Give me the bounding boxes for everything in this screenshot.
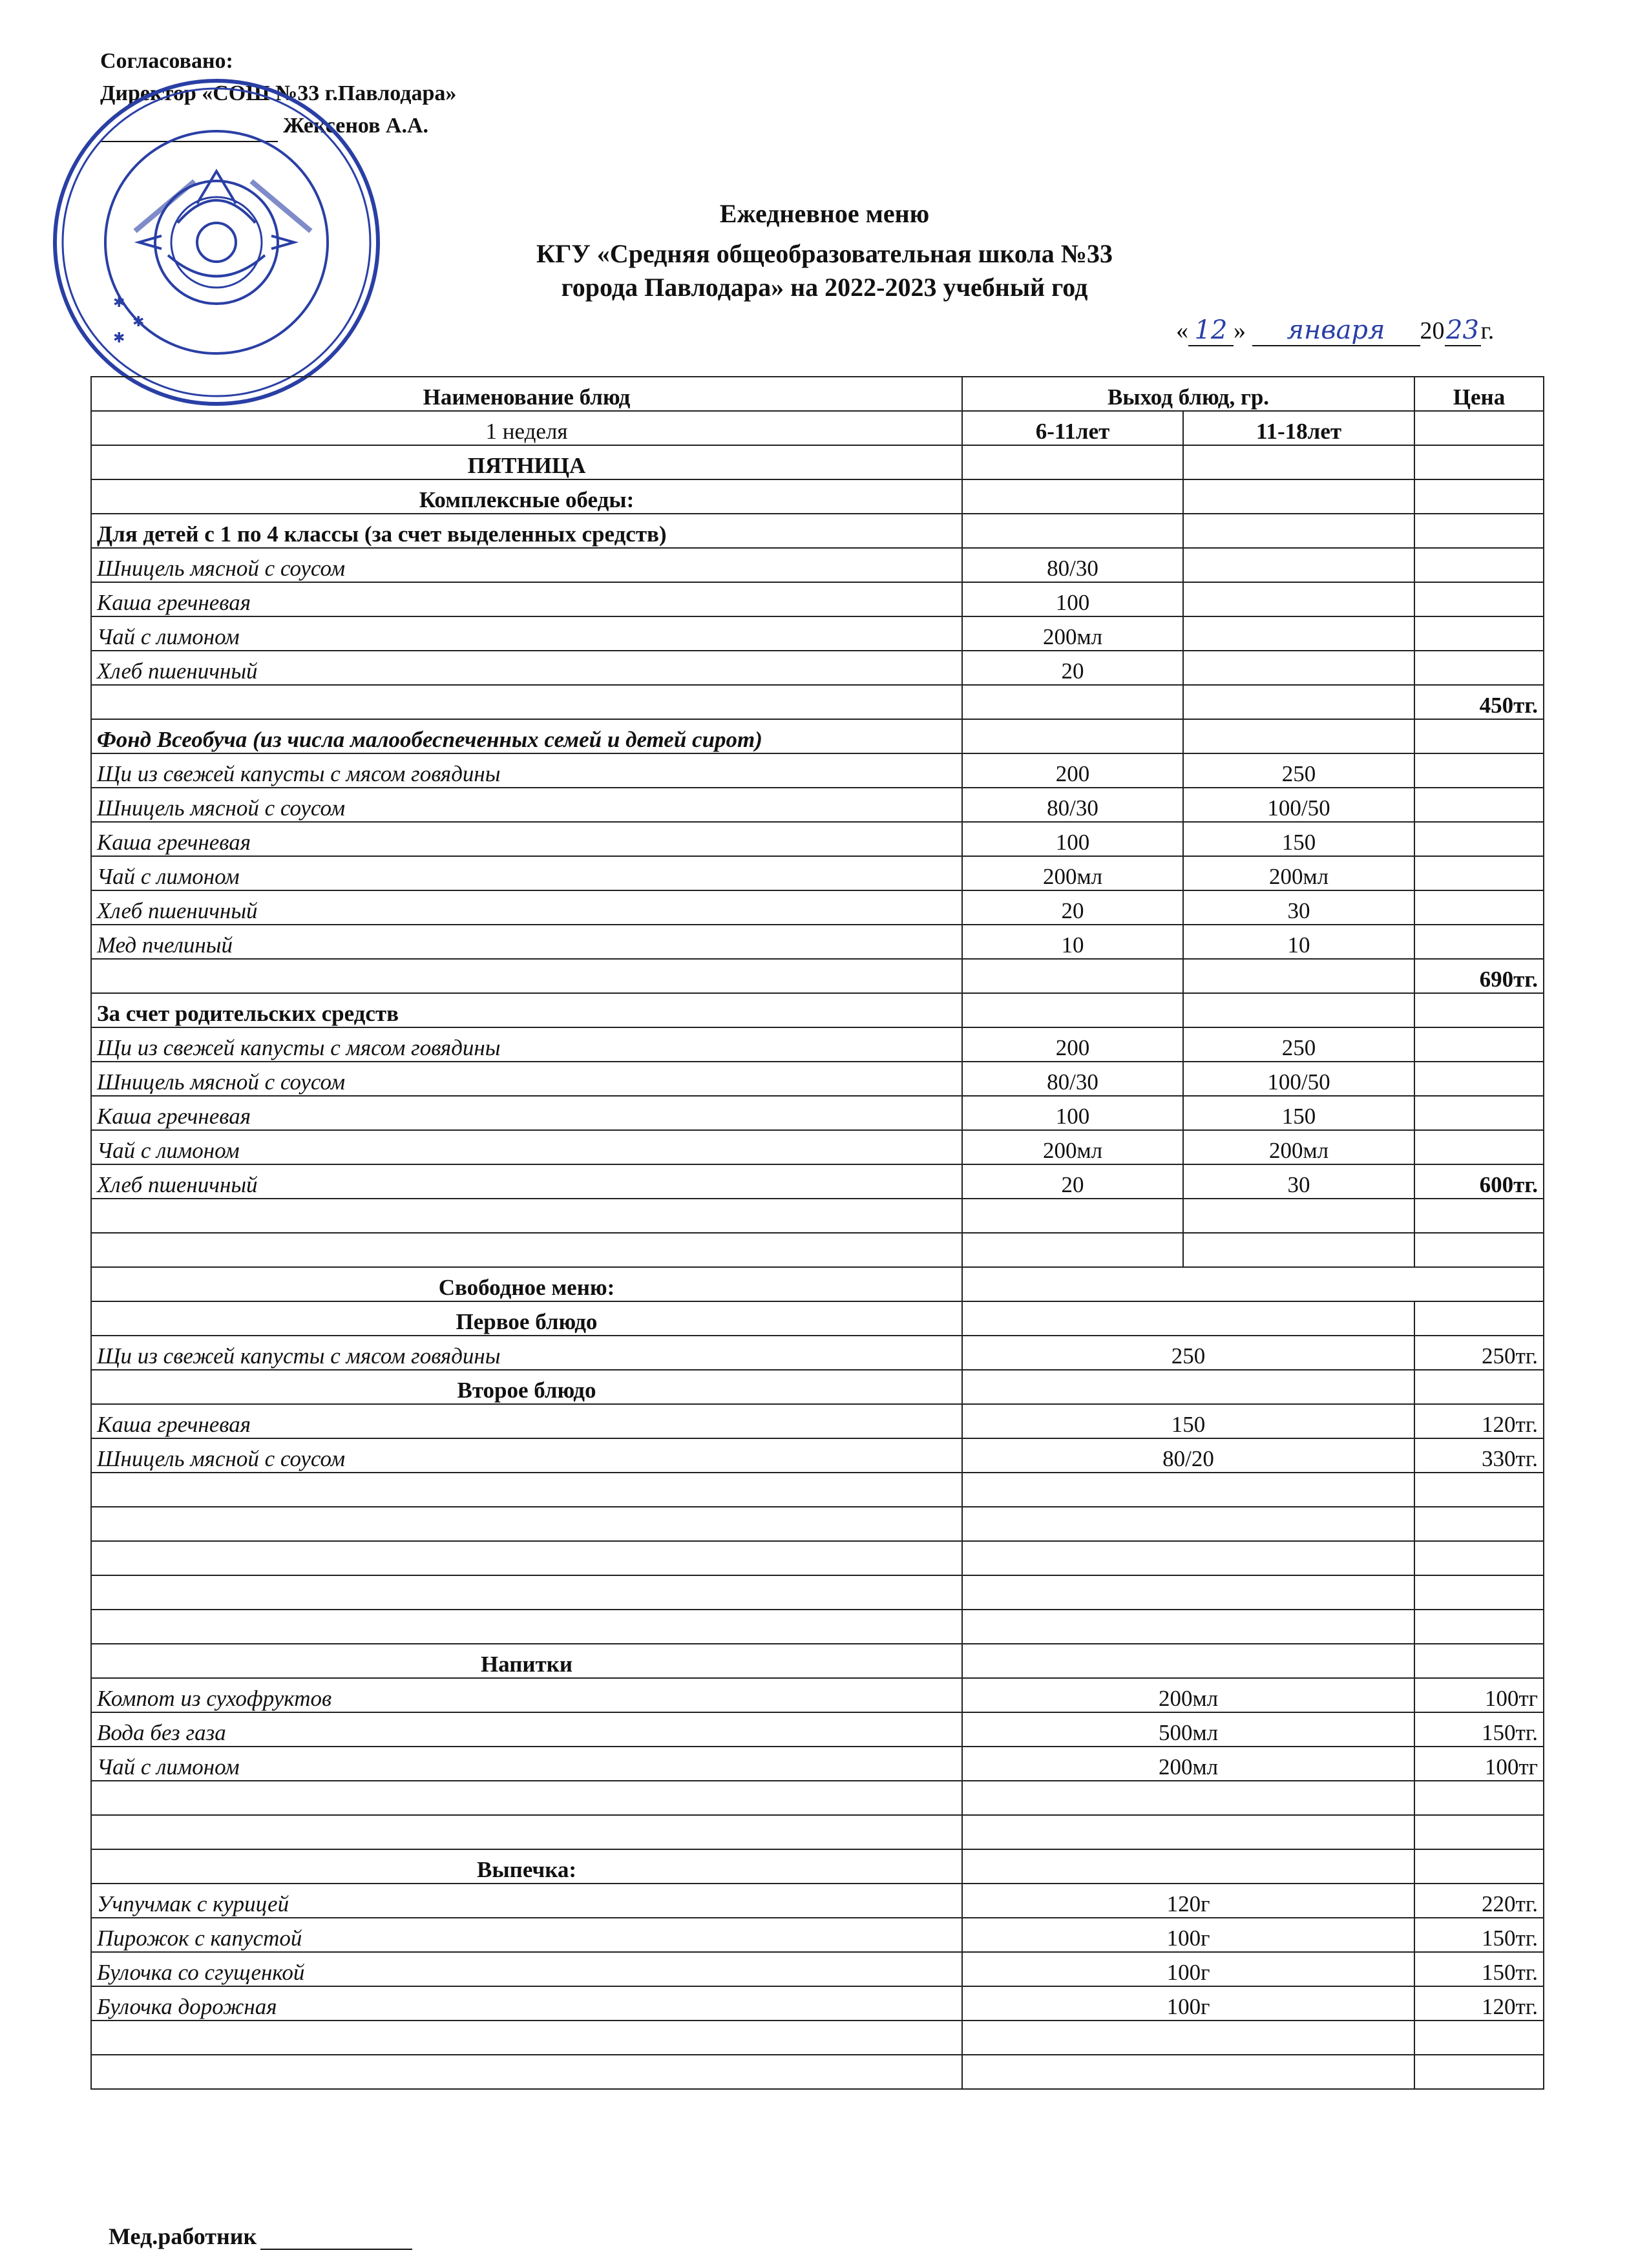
- dish-price: 330тг.: [1414, 1438, 1544, 1473]
- dish-price: 120тг.: [1414, 1404, 1544, 1438]
- header-age-1: 6-11лет: [962, 411, 1183, 445]
- dish-yield-b: 10: [1183, 925, 1414, 959]
- empty-row: [91, 1575, 1544, 1610]
- table-row: [91, 1027, 1544, 1062]
- table-row: [91, 1747, 1544, 1781]
- section-row: [91, 1267, 1544, 1301]
- dish-yield: 80/20: [962, 1438, 1414, 1473]
- approval-signature-line: [100, 110, 456, 142]
- group1-title: Для детей с 1 по 4 классы (за счет выделенных средств): [91, 514, 962, 548]
- dish-name: Каша гречневая: [91, 582, 962, 616]
- table-row: [91, 582, 1544, 616]
- director-name: Жексенов А.А.: [283, 114, 429, 138]
- dish-price: 250тг.: [1414, 1336, 1544, 1370]
- dish-name: Вода без газа: [91, 1712, 962, 1747]
- dish-price: 100тг: [1414, 1678, 1544, 1712]
- table-row: [91, 822, 1544, 856]
- dish-name: Хлеб пшеничный: [91, 1164, 962, 1199]
- group1-price: 450тг.: [1414, 685, 1544, 719]
- svg-text:✱: ✱: [132, 314, 145, 330]
- empty-row: [91, 1610, 1544, 1644]
- date-quote-open: «: [1176, 317, 1188, 344]
- dish-price: 150тг.: [1414, 1952, 1544, 1986]
- dish-name: Компот из сухофруктов: [91, 1678, 962, 1712]
- subsection-row: [91, 1849, 1544, 1884]
- dish-name: Шницель мясной с соусом: [91, 1438, 962, 1473]
- dish-yield: 500мл: [962, 1712, 1414, 1747]
- dish-yield-a: 200: [962, 753, 1183, 788]
- first-course-title: Первое блюдо: [91, 1301, 962, 1336]
- dish-name: Чай с лимоном: [91, 1130, 962, 1164]
- complex-title: Комплексные обеды:: [91, 479, 962, 514]
- table-row: [91, 1164, 1544, 1199]
- table-row: [91, 1096, 1544, 1130]
- dish-yield: 100г: [962, 1986, 1414, 2021]
- dish-yield-b: 100/50: [1183, 788, 1414, 822]
- dish-name: Каша гречневая: [91, 1096, 962, 1130]
- medic-label: Мед.работник: [109, 2223, 257, 2249]
- dish-yield: 150: [962, 1404, 1414, 1438]
- dish-name: Чай с лимоном: [91, 616, 962, 651]
- medic-signature-line: [260, 2227, 412, 2250]
- dish-name: Булочка со сгущенкой: [91, 1952, 962, 1986]
- dish-yield-a: 80/30: [962, 788, 1183, 822]
- dish-yield-a: 200мл: [962, 1130, 1183, 1164]
- dish-price: 120тг.: [1414, 1986, 1544, 2021]
- empty-row: [91, 1815, 1544, 1849]
- title-line-3: города Павлодара» на 2022-2023 учебный год: [561, 273, 1088, 302]
- svg-text:✱: ✱: [113, 295, 125, 311]
- table-row: [91, 1884, 1544, 1918]
- dish-name: Щи из свежей капусты с мясом говядины: [91, 1336, 962, 1370]
- free-menu-title: Свободное меню:: [91, 1267, 962, 1301]
- svg-text:✱: ✱: [113, 330, 125, 346]
- table-row: [91, 1986, 1544, 2021]
- dish-yield-b: 200мл: [1183, 856, 1414, 890]
- dish-name: Щи из свежей капусты с мясом говядины: [91, 1027, 962, 1062]
- dish-yield-a: 200: [962, 1027, 1183, 1062]
- table-header-row: [91, 377, 1544, 411]
- dish-name: Каша гречневая: [91, 822, 962, 856]
- approval-label: Согласовано:: [100, 49, 233, 73]
- table-row: [91, 1952, 1544, 1986]
- header-age-2: 11-18лет: [1183, 411, 1414, 445]
- dish-yield-a: 100: [962, 1096, 1183, 1130]
- dish-yield-a: 80/30: [962, 1062, 1183, 1096]
- bakery-title: Выпечка:: [91, 1849, 962, 1884]
- group2-title: Фонд Всеобуча (из числа малообеспеченных семей и детей сирот): [91, 719, 962, 753]
- dish-name: Хлеб пшеничный: [91, 651, 962, 685]
- date-year-suffix: 23: [1445, 315, 1481, 346]
- dish-name: Хлеб пшеничный: [91, 890, 962, 925]
- table-row: [91, 1712, 1544, 1747]
- dish-yield-b: 150: [1183, 822, 1414, 856]
- dish-yield-b: 100/50: [1183, 1062, 1414, 1096]
- table-subheader-row: [91, 411, 1544, 445]
- table-row: [91, 1918, 1544, 1952]
- dish-price: 220тг.: [1414, 1884, 1544, 1918]
- dish-yield-a: 100: [962, 582, 1183, 616]
- dish-name: Щи из свежей капусты с мясом говядины: [91, 753, 962, 788]
- dish-yield-b: 200мл: [1183, 1130, 1414, 1164]
- group3-title: За счет родительских средств: [91, 993, 962, 1027]
- table-row: [91, 651, 1544, 685]
- group-title-row: [91, 514, 1544, 548]
- dish-yield: 200мл: [962, 1747, 1414, 1781]
- table-row: [91, 1404, 1544, 1438]
- dish-yield-b: 250: [1183, 1027, 1414, 1062]
- dish-yield: 120г: [962, 1884, 1414, 1918]
- dish-name: Чай с лимоном: [91, 1747, 962, 1781]
- price-row: [91, 959, 1544, 993]
- date-year-prefix: 20: [1420, 317, 1445, 344]
- dish-yield-a: 10: [962, 925, 1183, 959]
- day-row: [91, 445, 1544, 479]
- drinks-title: Напитки: [91, 1644, 962, 1678]
- dish-name: Учпучмак с курицей: [91, 1884, 962, 1918]
- empty-row: [91, 1473, 1544, 1507]
- header-yield: Выход блюд, гр.: [962, 377, 1414, 411]
- table-row: [91, 753, 1544, 788]
- dish-name: Шницель мясной с соусом: [91, 1062, 962, 1096]
- table-row: [91, 1062, 1544, 1096]
- empty-row: [91, 1507, 1544, 1541]
- dish-name: Чай с лимоном: [91, 856, 962, 890]
- header-week: 1 неделя: [91, 411, 962, 445]
- dish-name: Шницель мясной с соусом: [91, 788, 962, 822]
- menu-table: [90, 376, 1544, 2090]
- dish-name: Булочка дорожная: [91, 1986, 962, 2021]
- dish-name: Мед пчелиный: [91, 925, 962, 959]
- price-row: [91, 685, 1544, 719]
- dish-yield: 200мл: [962, 1678, 1414, 1712]
- approval-director: Директор «СОШ №33 г.Павлодара»: [100, 81, 457, 105]
- second-course-title: Второе блюдо: [91, 1370, 962, 1404]
- dish-yield-a: 20: [962, 651, 1183, 685]
- title-line-2: КГУ «Средняя общеобразовательная школа №33: [536, 239, 1113, 268]
- table-row: [91, 925, 1544, 959]
- table-row: [91, 890, 1544, 925]
- empty-row: [91, 1233, 1544, 1267]
- dish-price: 100тг: [1414, 1747, 1544, 1781]
- dish-yield-a: 20: [962, 890, 1183, 925]
- dish-name: Шницель мясной с соусом: [91, 548, 962, 582]
- table-row: [91, 616, 1544, 651]
- dish-price: 150тг.: [1414, 1712, 1544, 1747]
- approval-block: [100, 45, 456, 142]
- empty-row: [91, 2055, 1544, 2089]
- date-suffix: г.: [1480, 317, 1495, 344]
- dish-yield: 100г: [962, 1918, 1414, 1952]
- footer-medic-signature: [109, 2223, 412, 2250]
- dish-yield-b: 30: [1183, 1164, 1414, 1199]
- subsection-row: [91, 1644, 1544, 1678]
- table-row: [91, 1678, 1544, 1712]
- date-quote-close: »: [1234, 317, 1246, 344]
- dish-price: 150тг.: [1414, 1918, 1544, 1952]
- dish-yield-a: 100: [962, 822, 1183, 856]
- date-day: 12: [1188, 315, 1234, 346]
- dish-yield-a: 200мл: [962, 616, 1183, 651]
- day-name: ПЯТНИЦА: [91, 445, 962, 479]
- date-month: января: [1252, 315, 1420, 346]
- dish-yield-b: 150: [1183, 1096, 1414, 1130]
- empty-row: [91, 1541, 1544, 1575]
- dish-yield-b: 30: [1183, 890, 1414, 925]
- empty-row: [91, 2021, 1544, 2055]
- table-row: [91, 856, 1544, 890]
- group-title-row: [91, 993, 1544, 1027]
- table-row: [91, 1336, 1544, 1370]
- dish-yield-a: 200мл: [962, 856, 1183, 890]
- empty-row: [91, 1781, 1544, 1815]
- group3-price: 600тг.: [1414, 1164, 1544, 1199]
- dish-yield: 100г: [962, 1952, 1414, 1986]
- dish-name: Каша гречневая: [91, 1404, 962, 1438]
- document-title: [0, 197, 1649, 302]
- table-row: [91, 1130, 1544, 1164]
- table-row: [91, 1438, 1544, 1473]
- header-name: Наименование блюд: [91, 377, 962, 411]
- dish-yield-a: 20: [962, 1164, 1183, 1199]
- subsection-row: [91, 1301, 1544, 1336]
- section-row: [91, 479, 1544, 514]
- dish-name: Пирожок с капустой: [91, 1918, 962, 1952]
- menu-date: [1176, 315, 1494, 346]
- header-price: Цена: [1414, 377, 1544, 411]
- subsection-row: [91, 1370, 1544, 1404]
- dish-yield: 250: [962, 1336, 1414, 1370]
- table-row: [91, 548, 1544, 582]
- title-line-1: Ежедневное меню: [719, 199, 930, 228]
- table-row: [91, 788, 1544, 822]
- signature-underline: [100, 115, 278, 142]
- group2-price: 690тг.: [1414, 959, 1544, 993]
- dish-yield-a: 80/30: [962, 548, 1183, 582]
- group-title-row: [91, 719, 1544, 753]
- empty-row: [91, 1199, 1544, 1233]
- dish-yield-b: 250: [1183, 753, 1414, 788]
